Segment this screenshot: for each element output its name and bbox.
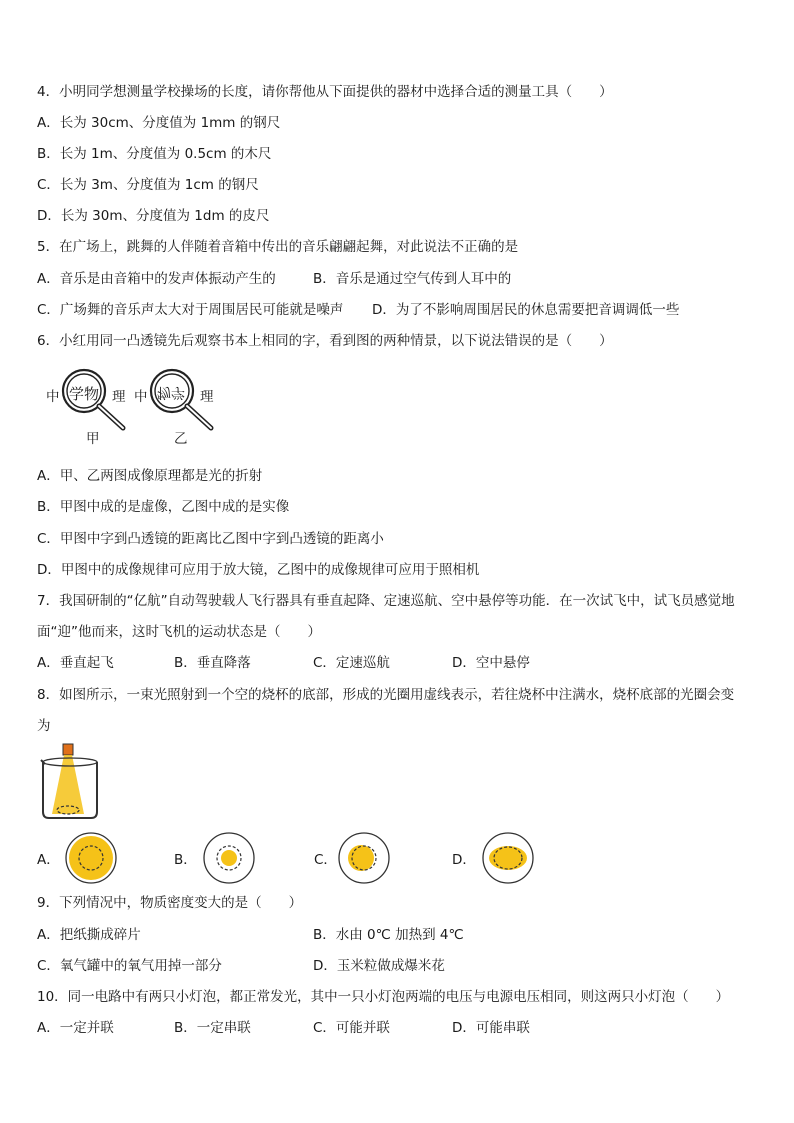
q7-option-c: C．定速巡航	[313, 655, 390, 671]
q5-option-a: A．音乐是由音箱中的发声体振动产生的	[37, 271, 276, 287]
q6-stem: 6．小红用同一凸透镜先后观察书本上相同的字，看到图的两种情景，以下说法错误的是（ ）	[37, 333, 613, 349]
q9-option-c: C．氧气罐中的氧气用掉一部分	[37, 958, 222, 974]
q8-stem-line1: 8．如图所示，一束光照射到一个空的烧杯的底部，形成的光圈用虚线表示，若往烧杯中注满水，烧杯底部的光圈会变	[37, 687, 735, 703]
q6-jia-lens-text: 学物	[69, 385, 100, 403]
q6-magnifier-figure	[40, 366, 230, 446]
q8-option-c-circle-icon	[337, 831, 391, 885]
q6-yi-lens-text: 物学	[157, 384, 185, 400]
q10-option-d: D．可能串联	[452, 1020, 530, 1036]
q8-option-b-label: B．	[174, 852, 197, 868]
q7-option-d: D．空中悬停	[452, 655, 530, 671]
q5-option-d: D．为了不影响周围居民的休息需要把音调调低一些	[372, 302, 680, 318]
q6-option-c: C．甲图中字到凸透镜的距离比乙图中字到凸透镜的距离小	[37, 531, 384, 547]
q6-jia-caption: 甲	[86, 431, 100, 447]
q9-option-d: D．玉米粒做成爆米花	[313, 958, 445, 974]
q7-stem-line2: 面“迎”他而来，这时飞机的运动状态是（ ）	[37, 624, 321, 640]
q9-option-a: A．把纸撕成碎片	[37, 927, 141, 943]
q4-option-b: B．长为 1m、分度值为 0.5cm 的木尺	[37, 146, 272, 162]
q6-jia-right-char: 理	[112, 389, 126, 405]
q7-option-a: A．垂直起飞	[37, 655, 114, 671]
q4-stem: 4．小明同学想测量学校操场的长度，请你帮他从下面提供的器材中选择合适的测量工具（ ）	[37, 84, 613, 100]
q8-option-a-label: A．	[37, 852, 60, 868]
beaker-light-figure	[38, 742, 102, 820]
q4-option-d: D．长为 30m、分度值为 1dm 的皮尺	[37, 208, 270, 224]
q7-option-b: B．垂直降落	[174, 655, 251, 671]
q9-option-b: B．水由 0℃ 加热到 4℃	[313, 927, 464, 943]
q5-option-b: B．音乐是通过空气传到人耳中的	[313, 271, 512, 287]
q9-stem: 9．下列情况中，物质密度变大的是（ ）	[37, 895, 303, 911]
q8-option-c-label: C．	[314, 852, 337, 868]
q8-option-d-label: D．	[452, 852, 476, 868]
q5-stem: 5．在广场上，跳舞的人伴随着音箱中传出的音乐翩翩起舞，对此说法不正确的是	[37, 239, 519, 255]
q8-option-a-circle-icon	[64, 831, 118, 885]
q8-option-b-circle-icon	[202, 831, 256, 885]
q6-yi-right-char: 理	[200, 389, 214, 405]
q10-option-c: C．可能并联	[313, 1020, 390, 1036]
q8-option-d-circle-icon	[478, 831, 538, 885]
q10-stem: 10．同一电路中有两只小灯泡，都正常发光，其中一只小灯泡两端的电压与电源电压相同，则这两只小灯泡（ ）	[37, 989, 730, 1005]
q6-yi-left-char: 中	[134, 389, 148, 405]
q6-jia-left-char: 中	[46, 389, 60, 405]
q4-option-c: C．长为 3m、分度值为 1cm 的钢尺	[37, 177, 259, 193]
q6-option-b: B．甲图中成的是虚像，乙图中成的是实像	[37, 499, 290, 515]
q4-option-a: A．长为 30cm、分度值为 1mm 的钢尺	[37, 115, 281, 131]
q5-option-c: C．广场舞的音乐声太大对于周围居民可能就是噪声	[37, 302, 344, 318]
q10-option-b: B．一定串联	[174, 1020, 251, 1036]
q6-option-d: D．甲图中的成像规律可应用于放大镜，乙图中的成像规律可应用于照相机	[37, 562, 480, 578]
q6-yi-caption: 乙	[174, 431, 188, 447]
q10-option-a: A．一定并联	[37, 1020, 114, 1036]
q7-stem-line1: 7．我国研制的“亿航”自动驾驶载人飞行器具有垂直起降、定速巡航、空中悬停等功能．在一次试飞中，试飞员感觉地	[37, 593, 735, 609]
q8-stem-line2: 为	[37, 718, 51, 734]
q6-option-a: A．甲、乙两图成像原理都是光的折射	[37, 468, 263, 484]
